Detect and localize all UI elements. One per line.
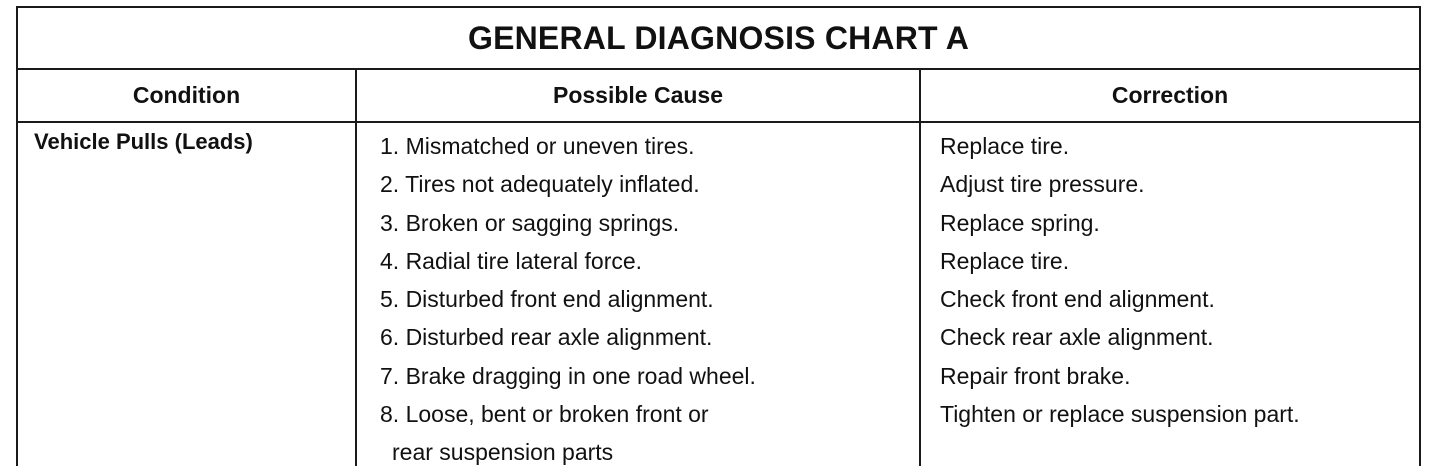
column-header-condition: Condition bbox=[132, 82, 241, 108]
cause-item: 8. Loose, bent or broken front or bbox=[380, 401, 709, 428]
diagnosis-chart bbox=[16, 6, 1421, 466]
correction-item: Check rear axle alignment. bbox=[940, 324, 1214, 351]
correction-item: Tighten or replace suspension part. bbox=[940, 401, 1300, 428]
cause-item-continuation: rear suspension parts bbox=[392, 439, 614, 466]
correction-item: Adjust tire pressure. bbox=[940, 171, 1145, 198]
column-header-possible-cause: Possible Cause bbox=[552, 82, 724, 108]
cause-item: 5. Disturbed front end alignment. bbox=[380, 286, 714, 313]
chart-title: GENERAL DIAGNOSIS CHART A bbox=[18, 8, 1419, 70]
possible-cause-list bbox=[380, 127, 930, 472]
correction-item: Replace spring. bbox=[940, 209, 1100, 236]
cause-item: 6. Disturbed rear axle alignment. bbox=[380, 324, 713, 351]
cause-item: 2. Tires not adequately inflated. bbox=[380, 171, 700, 198]
column-header-correction: Correction bbox=[1111, 82, 1229, 108]
cause-item: 1. Mismatched or uneven tires. bbox=[380, 133, 695, 159]
cause-item: 3. Broken or sagging springs. bbox=[380, 209, 680, 236]
correction-item: Check front end alignment. bbox=[940, 286, 1215, 313]
condition-cell: Vehicle Pulls (Leads) bbox=[34, 129, 253, 154]
cause-item: 7. Brake dragging in one road wheel. bbox=[380, 362, 756, 389]
table-header-row bbox=[18, 70, 1419, 123]
correction-list bbox=[940, 127, 1420, 433]
table-row bbox=[18, 123, 1419, 468]
correction-item: Replace tire. bbox=[940, 247, 1070, 274]
cause-item: 4. Radial tire lateral force. bbox=[380, 247, 643, 274]
correction-item: Repair front brake. bbox=[940, 362, 1131, 389]
correction-item: Replace tire. bbox=[940, 133, 1070, 159]
